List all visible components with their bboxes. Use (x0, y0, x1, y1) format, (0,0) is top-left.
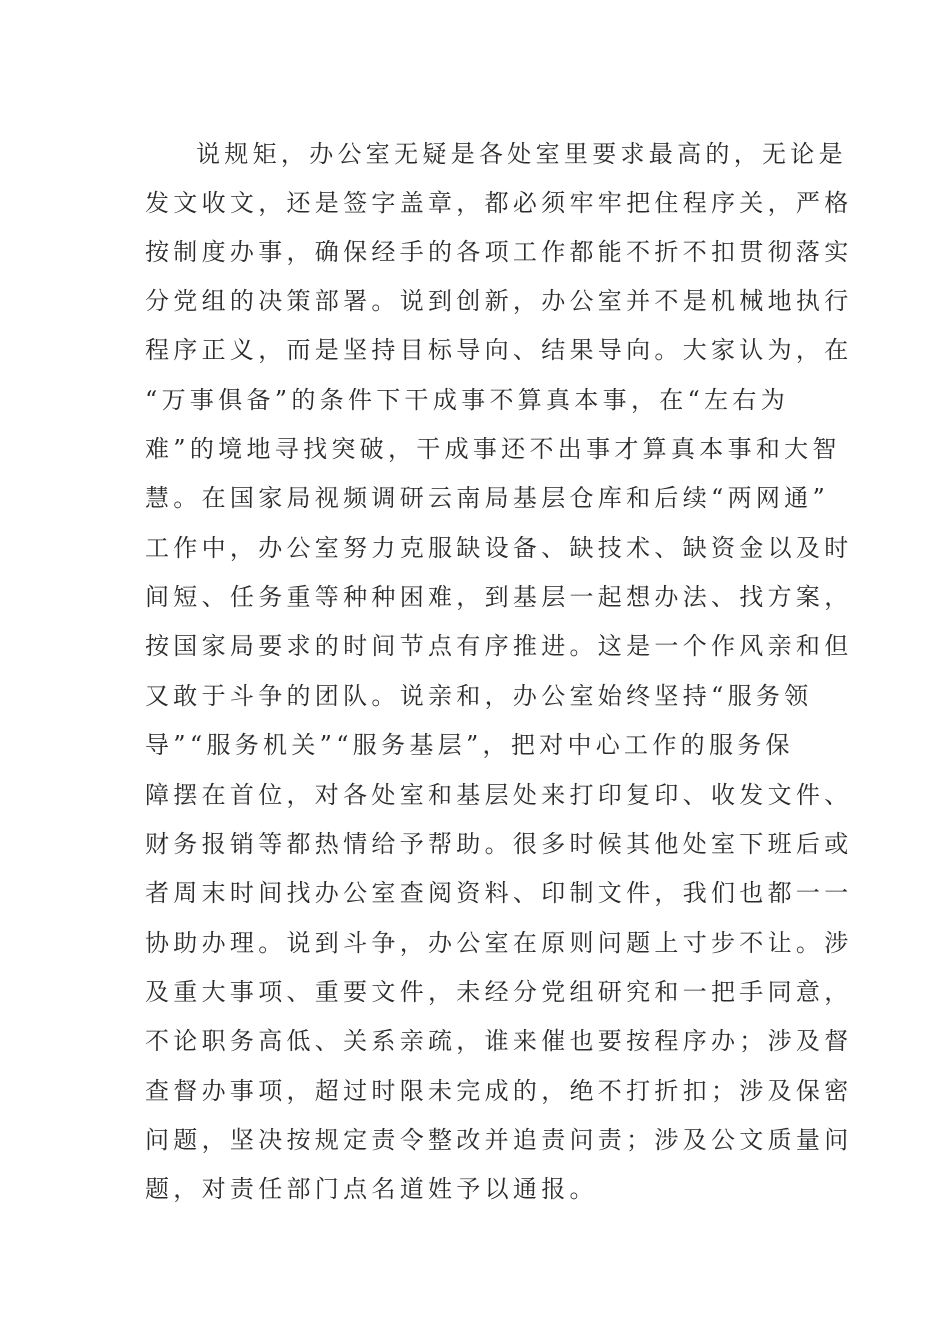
paragraph-line-8: 慧。在国家局视频调研云南局基层仓库和后续“两网通” (145, 484, 830, 512)
paragraph-line-22: 题，对责任部门点名道姓予以通报。 (145, 1175, 598, 1203)
paragraph-line-20: 查督办事项，超过时限未完成的，绝不打折扣；涉及保密 (145, 1077, 853, 1105)
paragraph-line-16: 者周末时间找办公室查阅资料、印制文件，我们也都一一 (145, 879, 853, 907)
paragraph-line-1: 说规矩，办公室无疑是各处室里要求最高的，无论是 (196, 140, 847, 168)
paragraph-line-12: 又敢于斗争的团队。说亲和，办公室始终坚持“服务领 (145, 682, 813, 710)
paragraph-line-14: 障摆在首位，对各处室和基层处来打印复印、收发文件、 (145, 781, 853, 809)
paragraph-line-7: 难”的境地寻找突破，干成事还不出事才算真本事和大智 (145, 435, 841, 463)
paragraph-line-18: 及重大事项、重要文件，未经分党组研究和一把手同意， (145, 978, 853, 1006)
paragraph-line-15: 财务报销等都热情给予帮助。很多时候其他处室下班后或 (145, 830, 853, 858)
paragraph-line-2: 发文收文，还是签字盖章，都必须牢牢把住程序关，严格 (145, 189, 853, 217)
paragraph-line-9: 工作中，办公室努力克服缺设备、缺技术、缺资金以及时 (145, 534, 853, 562)
paragraph-line-13: 导”“服务机关”“服务基层”，把对中心工作的服务保 (145, 731, 794, 759)
paragraph-line-4: 分党组的决策部署。说到创新，办公室并不是机械地执行 (145, 287, 853, 315)
paragraph-line-6: “万事俱备”的条件下干成事不算真本事，在“左右为 (145, 386, 790, 414)
paragraph-line-5: 程序正义，而是坚持目标导向、结果导向。大家认为，在 (145, 336, 853, 364)
paragraph-line-21: 问题，坚决按规定责令整改并追责问责；涉及公文质量问 (145, 1126, 853, 1154)
paragraph-line-10: 间短、任务重等种种困难，到基层一起想办法、找方案， (145, 583, 853, 611)
paragraph-line-3: 按制度办事，确保经手的各项工作都能不折不扣贯彻落实 (145, 238, 853, 266)
paragraph-line-11: 按国家局要求的时间节点有序推进。这是一个作风亲和但 (145, 632, 853, 660)
paragraph-line-19: 不论职务高低、关系亲疏，谁来催也要按程序办；涉及督 (145, 1027, 853, 1055)
paragraph-line-17: 协助办理。说到斗争，办公室在原则问题上寸步不让。涉 (145, 929, 853, 957)
